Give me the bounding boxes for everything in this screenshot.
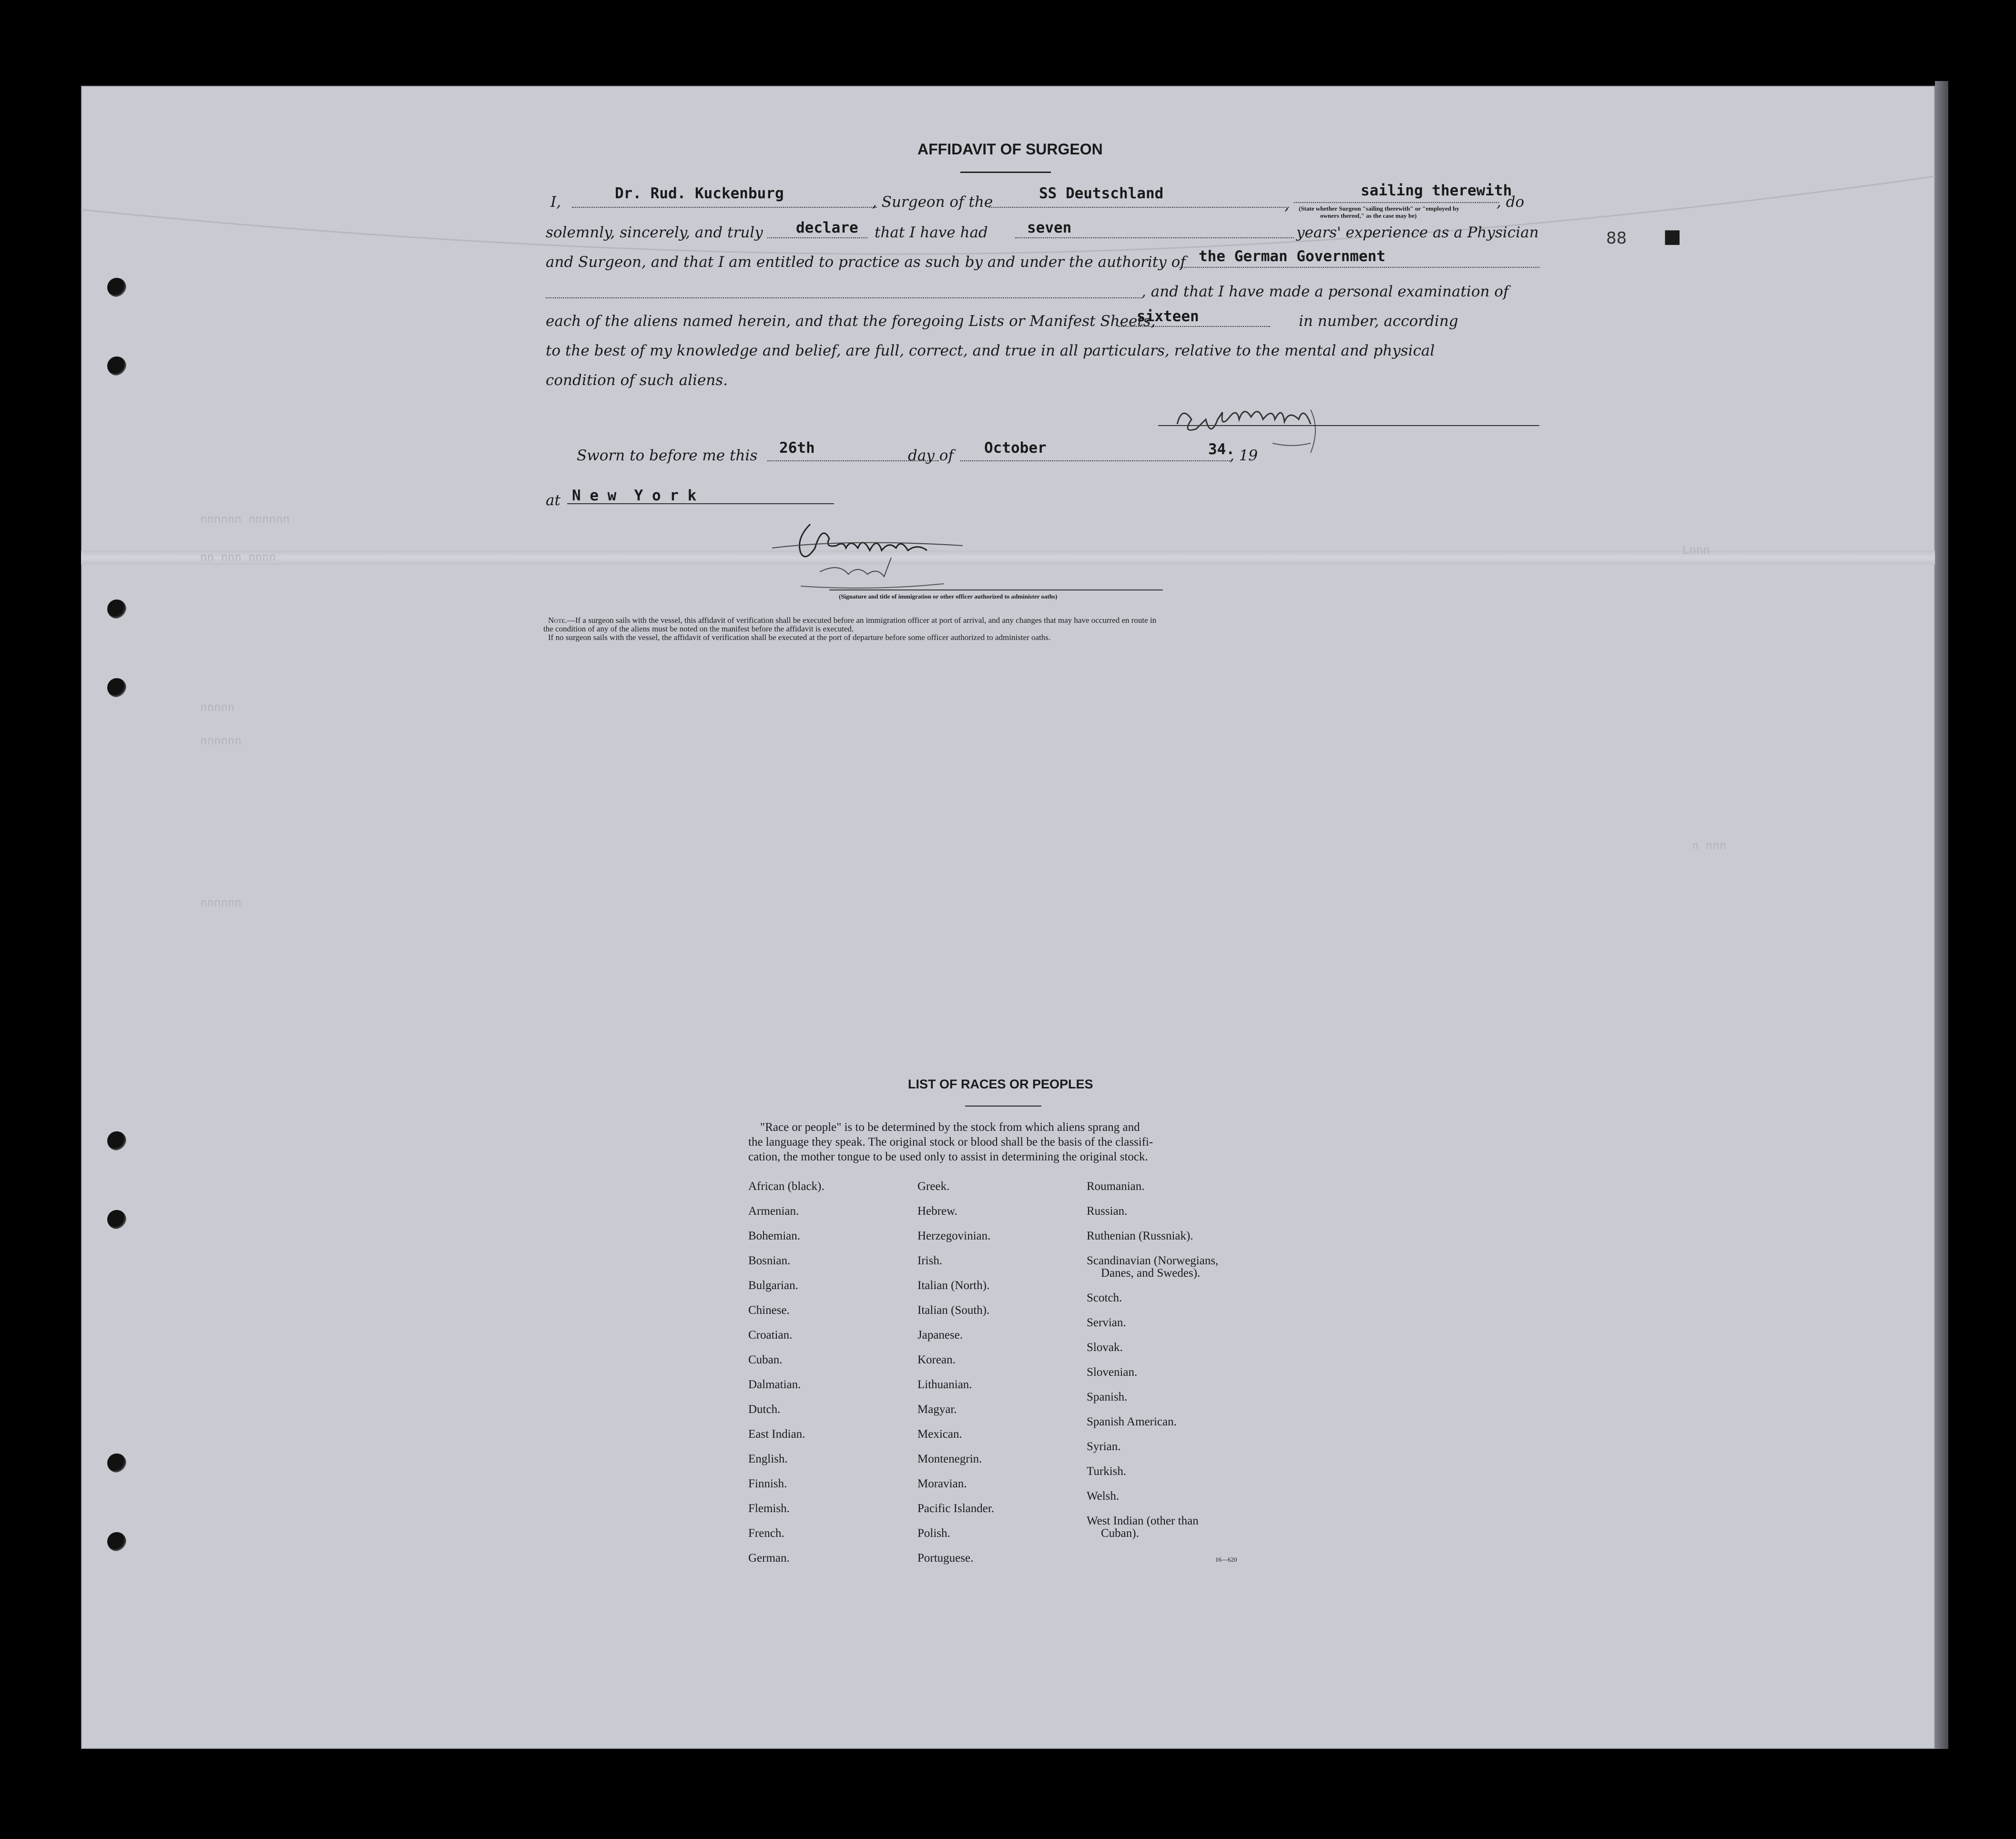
race-item: Portuguese. (917, 1552, 974, 1565)
binder-hole (107, 1131, 126, 1150)
officer-signature (743, 505, 1077, 600)
race-item: Russian. (1087, 1205, 1128, 1218)
race-item: Herzegovinian. (917, 1229, 991, 1242)
status-hint: (State whether Surgeon "sailing therewith" or "employed by (1299, 205, 1459, 212)
race-item: Bulgarian. (748, 1279, 798, 1292)
blank-line (546, 297, 1141, 298)
binder-hole (107, 278, 126, 297)
race-item: Magyar. (917, 1403, 957, 1416)
race-item: Spanish American. (1087, 1415, 1177, 1428)
race-item: Hebrew. (917, 1205, 957, 1218)
sworn-month: October (984, 439, 1047, 457)
affidavit-note (543, 616, 1539, 642)
intro-line: the language they speak. The original stock or blood shall be the basis of the classifi- (748, 1136, 1153, 1148)
race-item: Danes, and Swedes). (1101, 1267, 1201, 1280)
race-item: Cuban). (1101, 1527, 1139, 1540)
race-item: Greek. (917, 1180, 950, 1193)
race-item: Finnish. (748, 1477, 787, 1490)
blank-line (960, 460, 1232, 461)
race-item: Ruthenian (Russniak). (1087, 1229, 1193, 1242)
authority: the German Government (1199, 248, 1385, 265)
race-item: French. (748, 1527, 784, 1540)
blank-line (767, 237, 867, 238)
binder-hole (107, 1453, 126, 1473)
race-item: Korean. (917, 1353, 956, 1366)
affidavit-text: years' experience as a Physician (1296, 224, 1539, 241)
race-item: African (black). (748, 1180, 825, 1193)
binder-hole (107, 1210, 126, 1229)
manifest-sheet-count: sixteen (1137, 308, 1199, 325)
race-item: Servian. (1087, 1316, 1126, 1329)
affidavit-text: , do (1497, 193, 1525, 211)
bleed-through-text: nnnnnn (200, 734, 242, 747)
page-mark: ■ (1663, 225, 1681, 247)
race-item: Moravian. (917, 1477, 967, 1490)
note-label: Note. (548, 616, 567, 625)
blank-line (1118, 326, 1270, 327)
race-item: Lithuanian. (917, 1378, 972, 1391)
affidavit-text: that I have had (875, 224, 988, 241)
bleed-through-text: nn nnn nnnn (200, 550, 276, 564)
affidavit-text: each of the aliens named herein, and that the foregoing Lists or Manifest Sheets, (546, 313, 1156, 330)
race-item: West Indian (other than (1087, 1514, 1199, 1527)
officer-caption: (Signature and title of immigration or other officer authorized to administer oaths) (839, 593, 1058, 600)
races-column-1 (748, 1180, 825, 1576)
surgeon-status: sailing therewith (1361, 182, 1512, 199)
races-title: LIST OF RACES OR PEOPLES (908, 1077, 1093, 1091)
binder-hole (107, 1532, 126, 1551)
affidavit-text: I, (550, 193, 561, 211)
race-item: Dalmatian. (748, 1378, 801, 1391)
affidavit-text: to the best of my knowledge and belief, are full, correct, and true in all particulars, relative to the mental and physical (546, 342, 1435, 359)
status-hint: owners thereof," as the case may be) (1320, 212, 1417, 219)
title-underline (965, 1106, 1041, 1107)
affidavit-text: , 19 (1230, 447, 1258, 464)
affidavit-text: solemnly, sincerely, and truly (546, 224, 763, 241)
affidavit-text: , Surgeon of the (872, 193, 993, 211)
race-item: Italian (South). (917, 1304, 990, 1317)
note-text: the condition of any of the aliens must be noted on the manifest before the affidavit is executed. (543, 624, 854, 633)
race-item: Irish. (917, 1254, 943, 1267)
race-item: Japanese. (917, 1329, 963, 1341)
affidavit-text: , (1284, 196, 1289, 213)
race-item: Welsh. (1087, 1490, 1120, 1503)
race-item: Croatian. (748, 1329, 793, 1341)
note-text: If no surgeon sails with the vessel, the affidavit of verification shall be executed at the port of departure before some officer authorized to administer oaths. (548, 633, 1051, 642)
sworn-year: 34. (1208, 441, 1235, 458)
race-item: Pacific Islander. (917, 1502, 995, 1515)
affidavit-text: , and that I have made a personal examination of (1141, 283, 1509, 300)
blank-line (1015, 237, 1294, 238)
race-item: Syrian. (1087, 1440, 1121, 1453)
bleed-through-text: nnnnnn (200, 896, 242, 909)
affidavit-text: in number, according (1299, 313, 1458, 330)
race-item: English. (748, 1453, 788, 1465)
race-item: Bosnian. (748, 1254, 791, 1267)
declare-verb: declare (796, 219, 858, 236)
affidavit-text: and Surgeon, and that I am entitled to practice as such by and under the authority of (546, 254, 1186, 271)
binder-hole (107, 678, 126, 697)
race-item: Scandinavian (Norwegians, (1087, 1254, 1219, 1267)
race-item: Spanish. (1087, 1391, 1128, 1403)
affidavit-title: AFFIDAVIT OF SURGEON (917, 141, 1103, 158)
page-edge (1935, 81, 1948, 1749)
race-item: Slovak. (1087, 1341, 1123, 1354)
signature-line (1158, 425, 1539, 426)
race-item: Roumanian. (1087, 1180, 1145, 1193)
note-text: —If a surgeon sails with the vessel, this affidavit of verification shall be executed before an immigration officer at port of arrival, and any changes that may have occurred en route in (567, 616, 1157, 625)
years-experience: seven (1027, 219, 1072, 236)
binder-hole (107, 599, 126, 619)
surgeon-signature (1158, 391, 1454, 457)
race-item: Bohemian. (748, 1229, 801, 1242)
ship-name: SS Deutschland (1039, 185, 1164, 202)
races-intro (748, 1120, 1253, 1164)
blank-line (1294, 202, 1499, 203)
intro-line: cation, the mother tongue to be used only to assist in determining the original stock. (748, 1150, 1148, 1163)
affidavit-text: Sworn to before me this (577, 447, 758, 464)
bleed-through-text: Lnnn (1682, 543, 1710, 557)
affidavit-text: day of (908, 447, 954, 464)
intro-line: "Race or people" is to be determined by the stock from which aliens sprang and (760, 1121, 1140, 1134)
binder-hole (107, 356, 126, 376)
race-item: Armenian. (748, 1205, 799, 1218)
surgeon-name: Dr. Rud. Kuckenburg (615, 185, 784, 202)
race-item: East Indian. (748, 1428, 805, 1441)
form-number: 16—620 (1215, 1556, 1237, 1563)
sworn-place: N e w Y o r k (572, 487, 697, 504)
race-item: Cuban. (748, 1353, 783, 1366)
race-item: Scotch. (1087, 1291, 1122, 1304)
race-item: Turkish. (1087, 1465, 1127, 1478)
race-item: Montenegrin. (917, 1453, 982, 1465)
bleed-through-text: nnnnn (200, 701, 235, 714)
races-column-3 (1087, 1180, 1218, 1539)
race-item: Flemish. (748, 1502, 790, 1515)
bleed-through-text: nnnnnn nnnnnn (200, 512, 290, 526)
race-item: Mexican. (917, 1428, 962, 1441)
page-number: 88 (1606, 229, 1627, 248)
place-line (567, 503, 834, 504)
affidavit-text: at (546, 492, 560, 509)
race-item: Chinese. (748, 1304, 790, 1317)
affidavit-text: condition of such aliens. (546, 372, 728, 389)
race-item: Slovenian. (1087, 1366, 1138, 1379)
sworn-day: 26th (779, 439, 815, 457)
manifest-page (81, 86, 1935, 1749)
race-item: Polish. (917, 1527, 950, 1540)
bleed-through-text: n nnn (1692, 839, 1727, 852)
blank-line (572, 207, 877, 208)
blank-line (1180, 267, 1539, 268)
officer-signature-line (829, 589, 1163, 590)
race-item: Dutch. (748, 1403, 781, 1416)
title-underline (960, 172, 1051, 173)
races-column-2 (917, 1180, 994, 1576)
race-item: German. (748, 1552, 790, 1565)
race-item: Italian (North). (917, 1279, 990, 1292)
blank-line (989, 207, 1289, 208)
